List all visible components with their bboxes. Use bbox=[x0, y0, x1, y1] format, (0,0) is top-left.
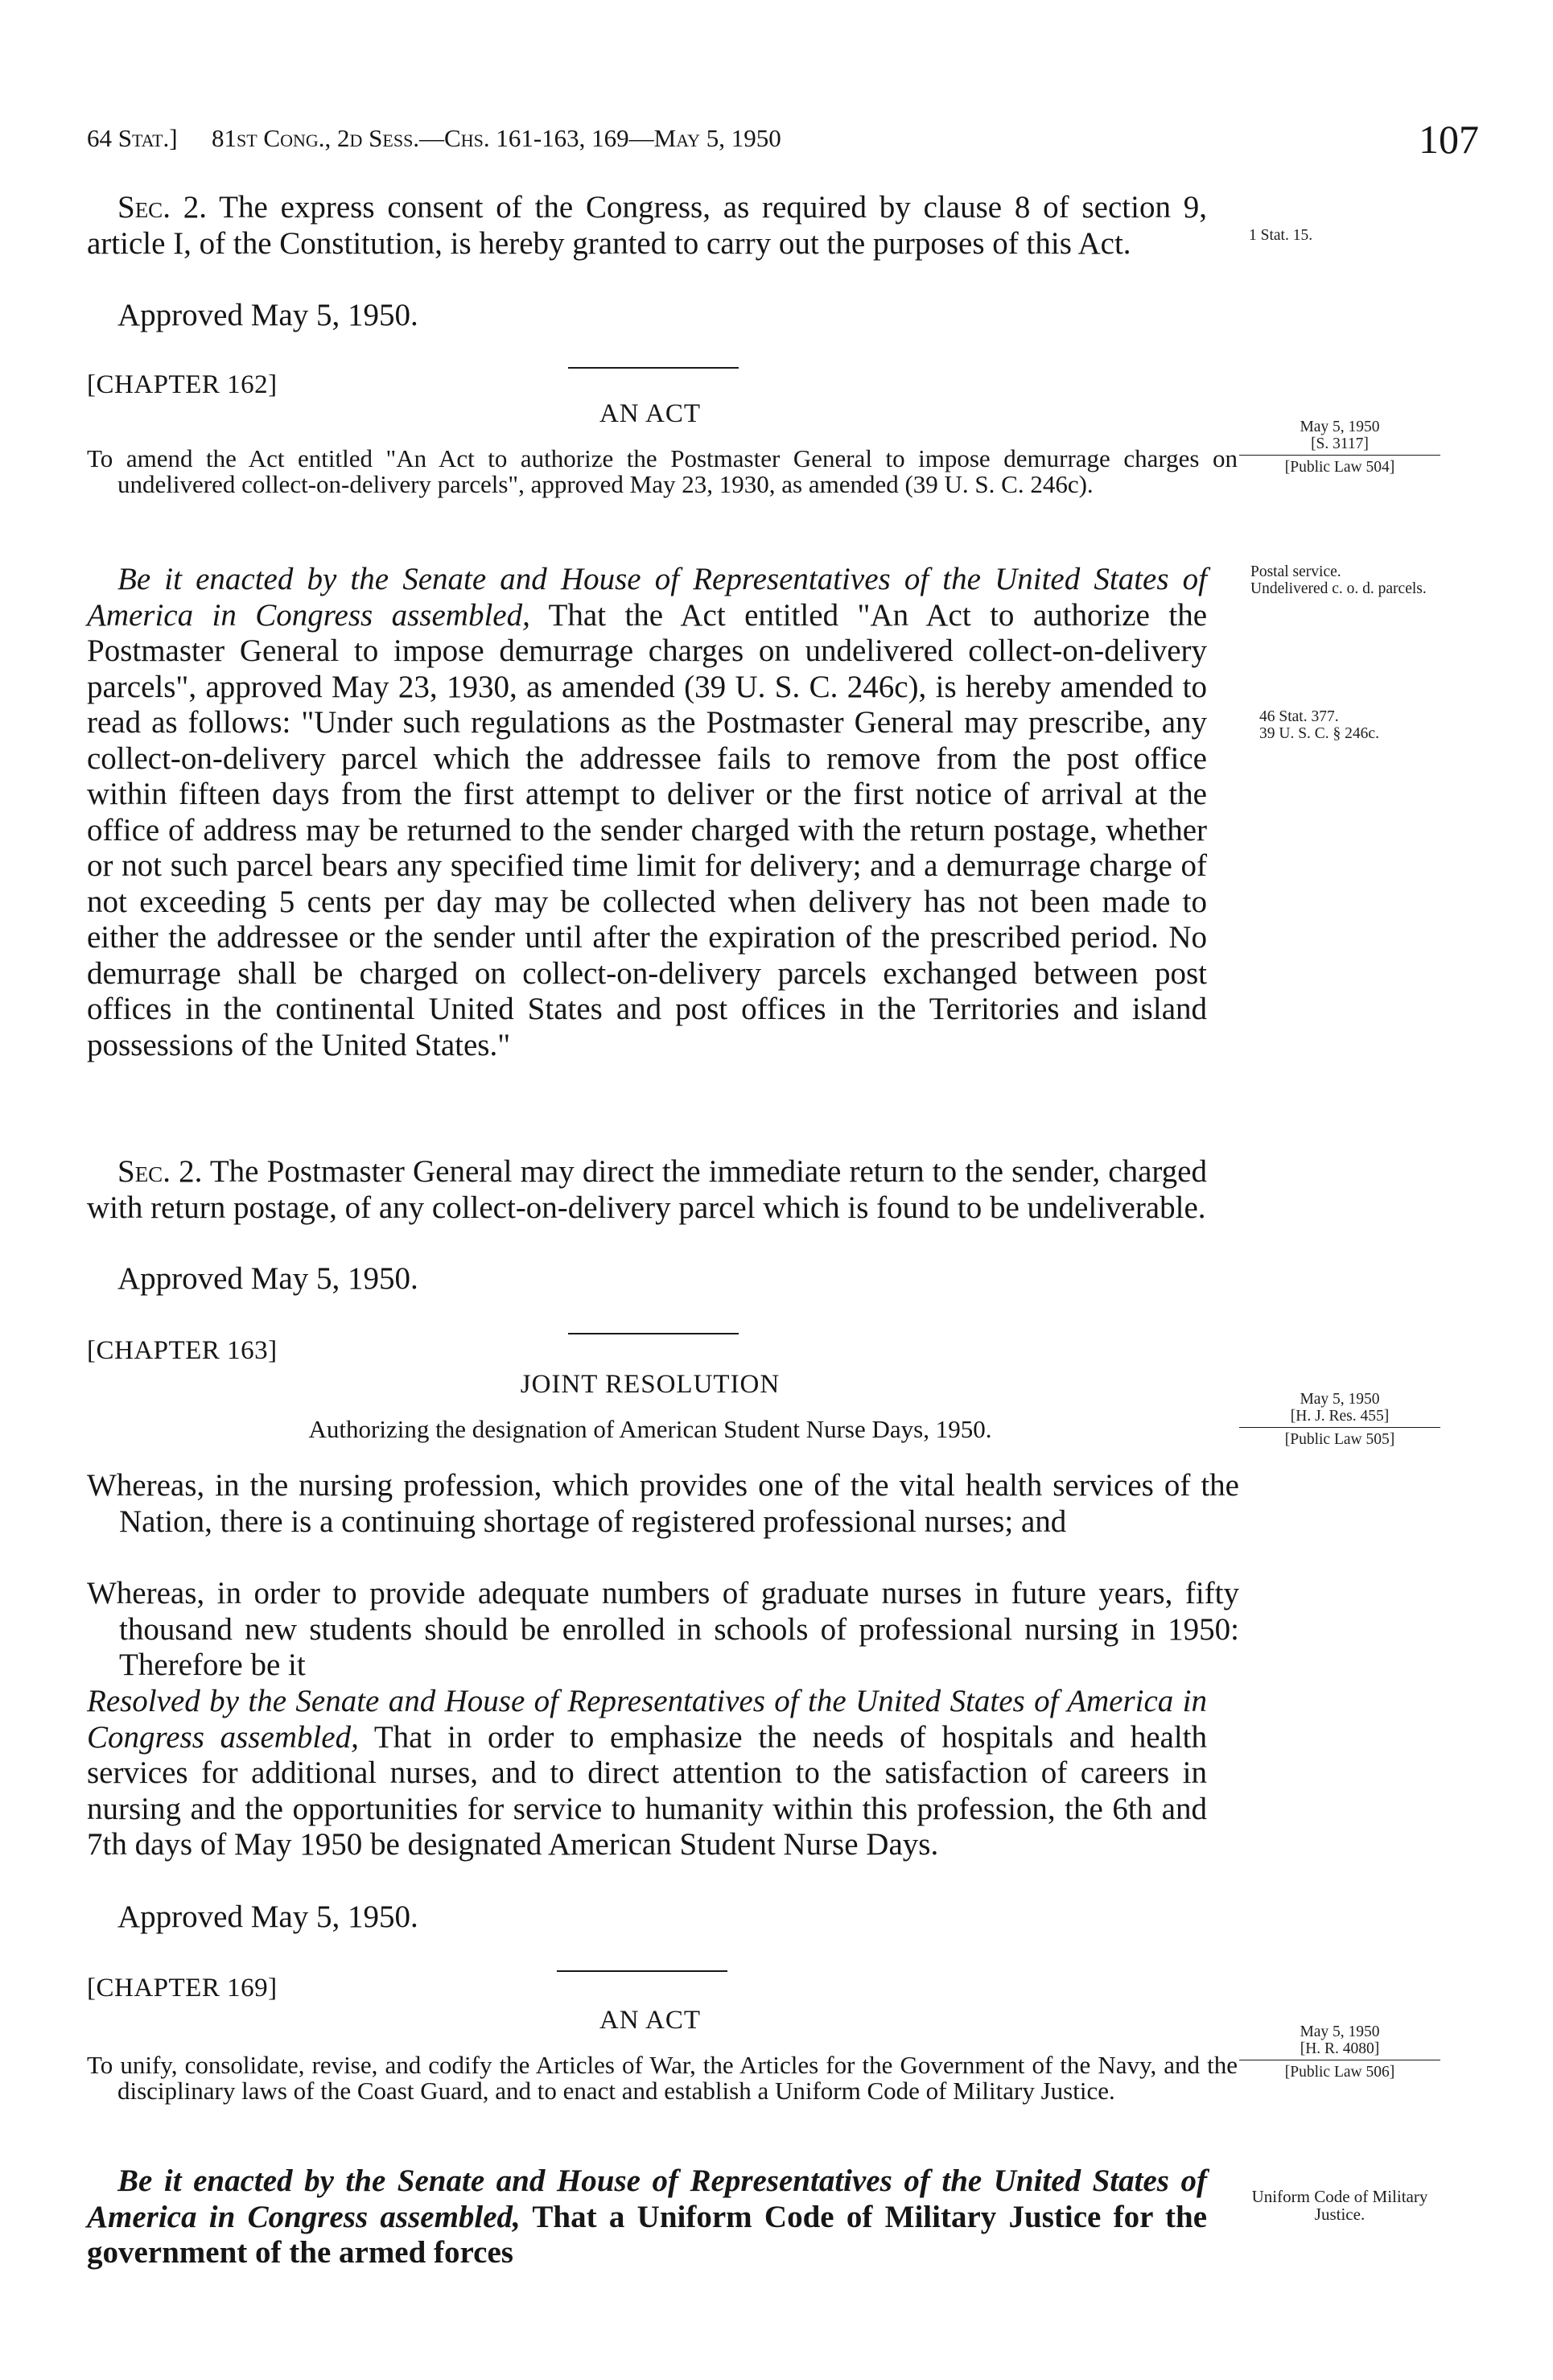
purpose-169: To unify, consolidate, revise, and codify the Articles of War, the Articles for the Government of the Navy, and the disciplinary laws of the Coast Guard, and to enact and establish a Uniform Code of Military Justice. bbox=[87, 2051, 1238, 2105]
approved-chapter162: Approved May 5, 1950. bbox=[117, 1261, 418, 1296]
margin-block-163 bbox=[1239, 1391, 1440, 1448]
chapter162-text: That the Act entitled "An Act to authorize the Postmaster General to impose demurrage charges on undelivered collect-on-delivery parcels", approved May 23, 1930, as amended (39 U. S. C. 246c), is hereby amended to read as follows: "Under such regulations as the Postmaster General may prescribe, any collect-on-delivery parcel which the addressee fails to remove from the post office within fifteen days from the first attempt to deliver or the first notice of arrival at the office of address may be returned to the sender charged with the return postage, whether or not such parcel bears any specified time limit for delivery; and a demurrage charge of not exceeding 5 cents per day may be collected when delivery has not been made to either the addressee or the sender until after the expiration of the prescribed period. No demurrage shall be charged on collect-on-delivery parcels exchanged between post offices in the continental United States and post offices in the Territories and island possessions of the United States." bbox=[87, 597, 1207, 1062]
margin-block-169 bbox=[1239, 2023, 1440, 2081]
margin-topics-162 bbox=[1250, 563, 1452, 597]
divider-rule bbox=[568, 367, 739, 369]
chapter162-sec2 bbox=[87, 1154, 1207, 1226]
resolved-body bbox=[87, 1684, 1207, 1863]
margin-topic: Postal service. bbox=[1250, 563, 1341, 580]
act-title-163: JOINT RESOLUTION bbox=[520, 1370, 781, 1399]
chapter-heading-162: [CHAPTER 162] bbox=[87, 370, 278, 399]
header-session: 81st Cong., 2d Sess.—Chs. 161-163, 169—May 5, 1950 bbox=[212, 124, 781, 152]
margin-rule bbox=[1239, 455, 1440, 456]
whereas-clause-2: Whereas, in order to provide adequate numbers of graduate nurses in future years, fifty thousand new students should be enrolled in schools of professional nursing in 1950: Therefore be it bbox=[87, 1576, 1239, 1682]
margin-public-law: [Public Law 505] bbox=[1284, 1431, 1395, 1448]
header-volume: 64 Stat.] bbox=[87, 124, 178, 152]
margin-rule bbox=[1239, 1427, 1440, 1428]
margin-cites-162 bbox=[1259, 708, 1452, 742]
chapter169-text: That a Uniform Code of Military Justice for the government of the armed forces bbox=[87, 2199, 1208, 2270]
resolution-text: That in order to emphasize the needs of hospitals and health services for additional nurses, and to direct attention to the satisfaction of careers in nursing and the opportunities for service to humanity within this profession, the 6th and 7th days of May 1950 be designated American Student Nurse Days. bbox=[87, 1719, 1207, 1862]
margin-public-law: [Public Law 506] bbox=[1284, 2064, 1395, 2081]
margin-topic: Undelivered c. o. d. parcels. bbox=[1250, 580, 1427, 597]
margin-bill: [H. R. 4080] bbox=[1300, 2040, 1380, 2057]
section-label: Sec. 2. bbox=[117, 1154, 203, 1189]
margin-cite: 46 Stat. 377. bbox=[1259, 708, 1339, 725]
section-label: Sec. 2. bbox=[117, 190, 208, 225]
margin-date: May 5, 1950 bbox=[1300, 419, 1380, 435]
chapter-heading-163: [CHAPTER 163] bbox=[87, 1336, 278, 1365]
margin-date: May 5, 1950 bbox=[1300, 2023, 1380, 2040]
margin-public-law: [Public Law 504] bbox=[1284, 459, 1395, 476]
section-text: The express consent of the Congress, as required by clause 8 of section 9, article I, of the Constitution, is hereby granted to carry out the purposes of this Act. bbox=[87, 190, 1208, 261]
resolving-clause: Resolved by the Senate and House of Representatives of the United States of America in Congress assembled, bbox=[87, 1684, 1207, 1755]
divider-rule bbox=[557, 1970, 727, 1972]
chapter-heading-169: [CHAPTER 169] bbox=[87, 1974, 278, 2003]
margin-bill: [H. J. Res. 455] bbox=[1290, 1408, 1390, 1425]
margin-note-stat: 1 Stat. 15. bbox=[1249, 227, 1313, 244]
margin-cite: 39 U. S. C. § 246c. bbox=[1259, 725, 1379, 742]
act-title-169: AN ACT bbox=[599, 2006, 702, 2035]
margin-bill: [S. 3117] bbox=[1311, 435, 1369, 452]
act-title-162: AN ACT bbox=[599, 399, 702, 428]
enacting-clause: Be it enacted by the Senate and House of Representatives of the United States of America in Congress assembled, bbox=[87, 2163, 1207, 2234]
page-number: 107 bbox=[1419, 117, 1479, 162]
chapter169-body bbox=[87, 2163, 1207, 2271]
approved-chapter161: Approved May 5, 1950. bbox=[117, 298, 418, 332]
chapter162-body bbox=[87, 562, 1207, 1063]
margin-date: May 5, 1950 bbox=[1300, 1391, 1380, 1408]
approved-chapter163: Approved May 5, 1950. bbox=[117, 1899, 418, 1934]
running-header bbox=[87, 119, 1479, 167]
whereas-clause-1: Whereas, in the nursing profession, which provides one of the vital health services of the Nation, there is a continuing shortage of registered professional nurses; and bbox=[87, 1468, 1239, 1539]
margin-block-162 bbox=[1239, 419, 1440, 476]
divider-rule bbox=[568, 1333, 739, 1334]
enacting-clause: Be it enacted by the Senate and House of Representatives of the United States of America in Congress assembled, bbox=[87, 562, 1207, 633]
purpose-163: Authorizing the designation of American Student Nurse Days, 1950. bbox=[308, 1415, 992, 1443]
sec2-chapter161 bbox=[87, 190, 1207, 262]
purpose-162: To amend the Act entitled "An Act to authorize the Postmaster General to impose demurrage charges on undelivered collect-on-delivery parcels", approved May 23, 1930, as amended (39 U. S. C. 246c). bbox=[87, 444, 1238, 498]
margin-topic-169: Uniform Code of Military Justice. bbox=[1251, 2187, 1428, 2224]
section-text: The Postmaster General may direct the immediate return to the sender, charged with return postage, of any collect-on-delivery parcel which is found to be undeliverable. bbox=[87, 1154, 1207, 1225]
